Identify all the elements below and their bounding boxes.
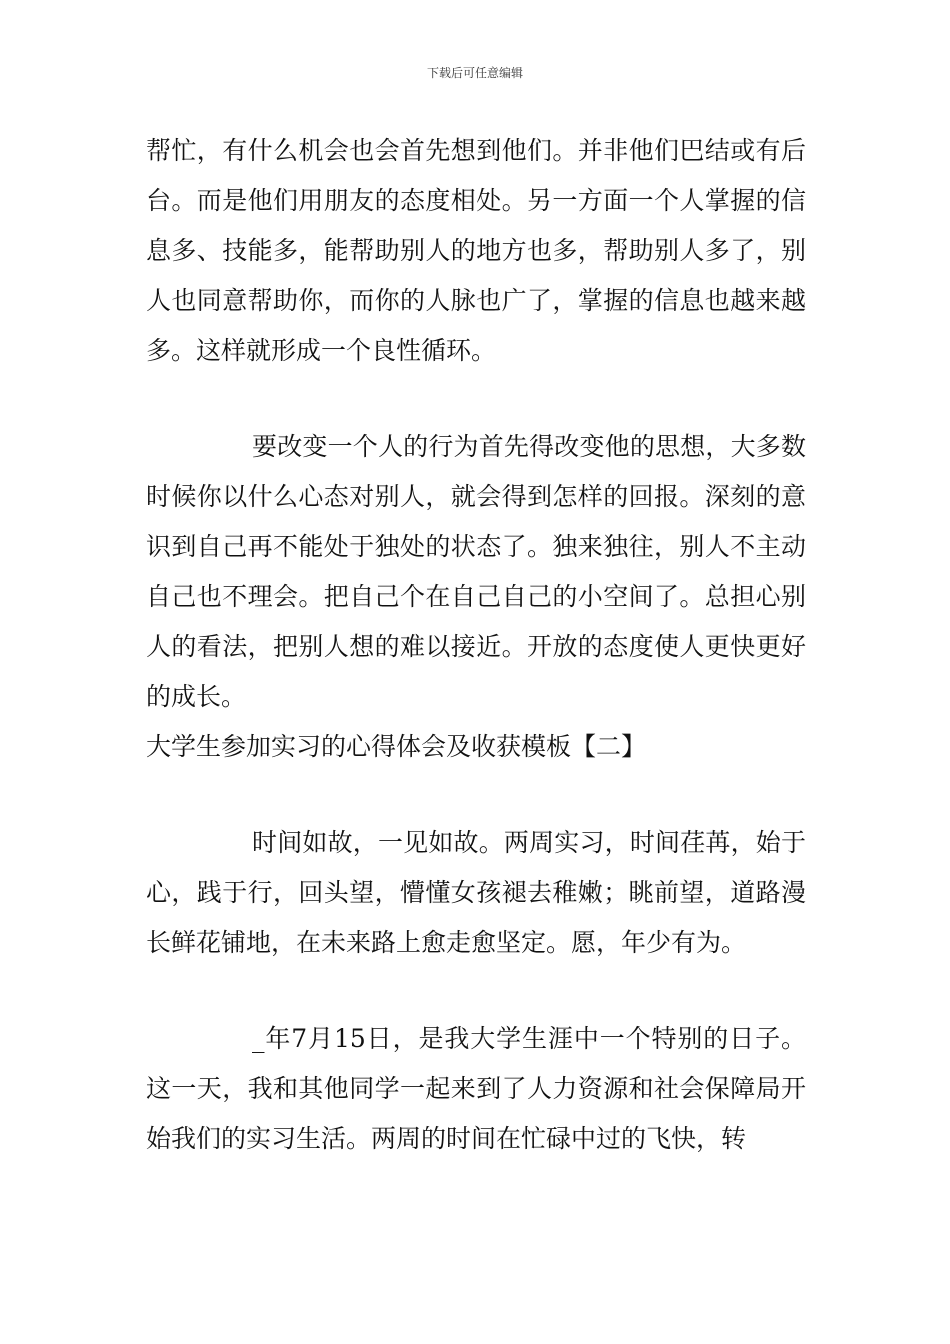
paragraph-internship-start: _年7月15日，是我大学生涯中一个特别的日子。这一天，我和其他同学一起来到了人力资源和社会保障局开始我们的实习生活。两周的时间在忙碌中过的飞快，转 bbox=[146, 1024, 806, 1153]
paragraph-time: 时间如故，一见如故。两周实习，时间荏苒，始于心，践于行，回头望，懵懂女孩褪去稚嫩；眺前望，道路漫长鲜花铺地，在未来路上愈走愈坚定。愿，年少有为。 bbox=[146, 828, 806, 957]
document-body bbox=[146, 126, 806, 1164]
paragraph-continuation: 帮忙，有什么机会也会首先想到他们。并非他们巴结或有后台。而是他们用朋友的态度相处。另一方面一个人掌握的信息多、技能多，能帮助别人的地方也多，帮助别人多了，别人也同意帮助你，而你的人脉也广了，掌握的信息也越来越多。这样就形成一个良性循环。 bbox=[146, 136, 806, 365]
section-heading: 大学生参加实习的心得体会及收获模板【二】 bbox=[146, 732, 647, 761]
page-header: 下载后可任意编辑 bbox=[426, 66, 523, 80]
paragraph-mindset: 要改变一个人的行为首先得改变他的思想，大多数时候你以什么心态对别人，就会得到怎样的回报。深刻的意识到自己再不能处于独处的状态了。独来独往，别人不主动自己也不理会。把自己个在自己自己的小空间了。总担心别人的看法，把别人想的难以接近。开放的态度使人更快更好的成长。 bbox=[146, 432, 806, 711]
